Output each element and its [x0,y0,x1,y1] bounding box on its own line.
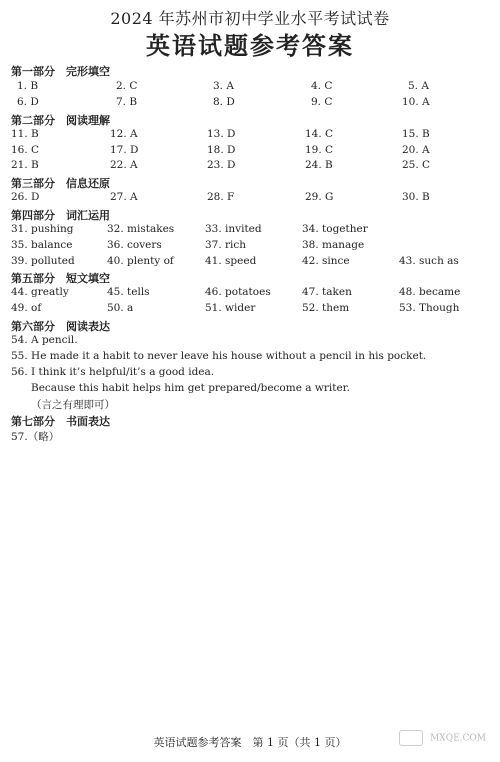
page-footer: 英语试题参考答案 第 1 页（共 1 页） [153,736,347,749]
answer-item: 30. B [402,191,430,203]
section-heading: 第七部分 书面表达 [11,415,110,428]
answer-item: 37. rich [205,239,247,251]
answer-item: 2. C [116,80,138,92]
answer-item: 16. C [11,144,40,156]
answer-item: 17. D [110,144,139,156]
answer-item: 28. F [207,191,235,203]
answer-item: 32. mistakes [107,223,175,235]
answer-item: 14. C [305,128,334,140]
answer-item: 34. together [302,223,368,235]
answer-item: 15. B [402,128,430,140]
answer-item: 51. wider [205,302,256,314]
watermark-logo-icon [399,730,423,746]
answer-56-reason: Because this habit helps him get prepared/become a writer. [31,382,350,394]
watermark [399,730,486,746]
answer-item: 50. a [107,302,134,314]
answer-item: 47. taken [302,286,352,298]
exam-title: 2024 年苏州市初中学业水平考试试卷 [110,9,390,28]
answer-item: 10. A [402,96,430,108]
section-heading: 第二部分 阅读理解 [11,114,110,127]
answer-row [0,302,500,318]
answer-item: 35. balance [11,239,73,251]
answer-item: 41. speed [205,255,257,267]
answer-item: 18. D [207,144,236,156]
answer-55: 55. He made it a habit to never leave his house without a pencil in his pocket. [11,350,427,362]
answer-row [0,286,500,302]
answer-item: 4. C [311,80,333,92]
answer-item: 5. A [408,80,429,92]
answer-row [0,159,500,175]
answer-item: 22. A [110,159,138,171]
section-heading: 第五部分 短文填空 [11,272,110,285]
answer-row [0,223,500,239]
answer-item: 6. D [17,96,39,108]
answer-item: 27. A [110,191,138,203]
answer-item: 53. Though [399,302,460,314]
answer-item: 19. C [305,144,334,156]
answer-item: 11. B [11,128,39,140]
answer-row [0,128,500,144]
answer-item: 38. manage [302,239,365,251]
section-heading: 第三部分 信息还原 [11,177,110,190]
answer-56: 56. I think it’s helpful/it’s a good idea. [11,366,215,378]
answer-item: 23. D [207,159,236,171]
answer-row [0,80,500,96]
answer-item: 52. them [302,302,350,314]
answer-item: 36. covers [107,239,162,251]
answer-row [0,239,500,255]
answer-row [0,144,500,160]
answer-item: 48. became [399,286,461,298]
answer-key-title: 英语试题参考答案 [146,31,354,60]
section-heading: 第一部分 完形填空 [11,65,110,78]
answer-item: 25. C [402,159,431,171]
watermark-text: MXQE.COM [430,733,486,744]
answer-item: 24. B [305,159,333,171]
answer-57: 57.（略） [11,431,60,443]
answer-item: 45. tells [107,286,150,298]
answer-54: 54. A pencil. [11,334,78,346]
answer-item: 40. plenty of [107,255,174,267]
answer-item: 9. C [311,96,333,108]
answer-item: 8. D [213,96,235,108]
answer-56-note: （言之有理即可） [31,399,115,411]
section-heading: 第四部分 词汇运用 [11,209,110,222]
answer-row [0,191,500,207]
answer-item: 1. B [17,80,39,92]
answer-item: 39. polluted [11,255,75,267]
answer-item: 29. G [305,191,334,203]
answer-item: 46. potatoes [205,286,271,298]
answer-item: 21. B [11,159,39,171]
answer-item: 42. since [302,255,350,267]
answer-item: 7. B [116,96,138,108]
answer-item: 44. greatly [11,286,69,298]
answer-item: 20. A [402,144,430,156]
answer-item: 49. of [11,302,42,314]
section-heading: 第六部分 阅读表达 [11,320,110,333]
answer-item: 12. A [110,128,138,140]
answer-item: 26. D [11,191,40,203]
answer-row [0,255,500,271]
answer-item: 33. invited [205,223,262,235]
answer-item: 43. such as [399,255,459,267]
answer-item: 13. D [207,128,236,140]
answer-item: 31. pushing [11,223,74,235]
answer-item: 3. A [213,80,234,92]
answer-row [0,96,500,112]
